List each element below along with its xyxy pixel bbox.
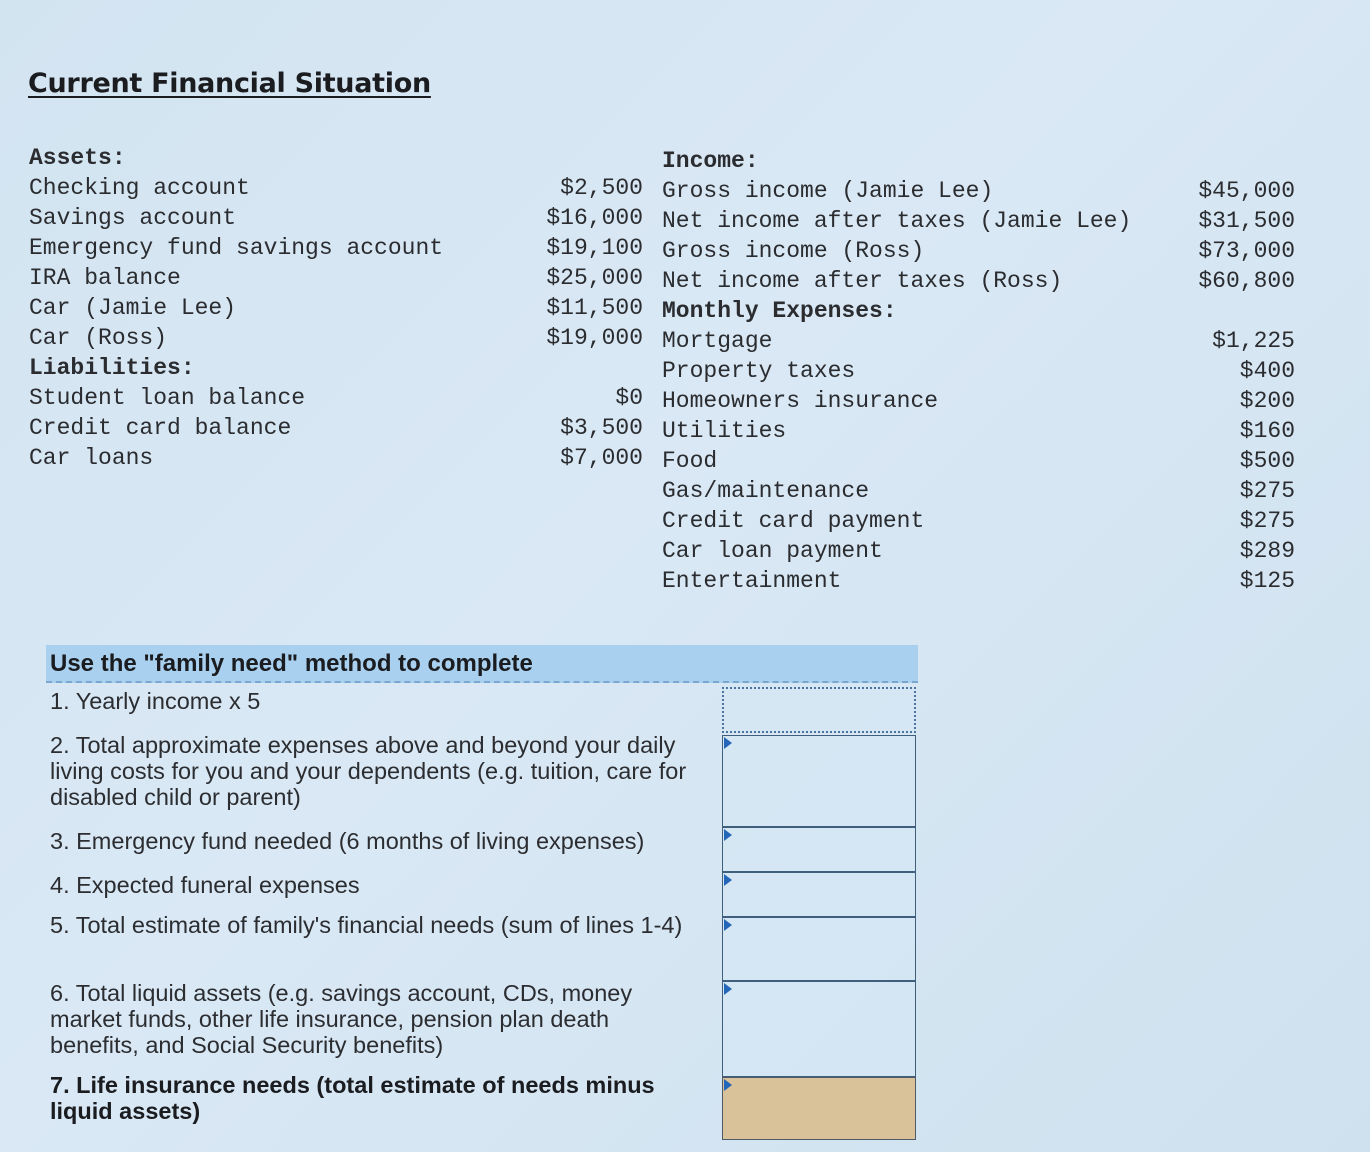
answer-5-input[interactable] xyxy=(722,917,916,981)
liability-value: $7,000 xyxy=(560,445,643,471)
assets-heading: Assets: xyxy=(29,145,126,171)
answer-6-input[interactable] xyxy=(722,981,916,1077)
page-title: Current Financial Situation xyxy=(28,68,431,99)
family-need-header: Use the "family need" method to complete xyxy=(46,645,918,683)
asset-label: Car (Ross) xyxy=(29,325,168,351)
question-6: 6. Total liquid assets (e.g. savings account, CDs, money market funds, other life insurance, pension plan death benefits, and Social Security benefits) xyxy=(50,980,633,1058)
expense-value: $1,225 xyxy=(1212,328,1295,354)
asset-label: IRA balance xyxy=(29,265,181,291)
expense-label: Property taxes xyxy=(662,358,856,384)
asset-value: $19,100 xyxy=(546,235,643,261)
asset-label: Emergency fund savings account xyxy=(29,235,444,261)
assets-liabilities-values xyxy=(500,173,643,473)
liability-label: Student loan balance xyxy=(29,385,306,411)
expense-value: $400 xyxy=(1239,358,1295,384)
cell-marker-icon xyxy=(724,983,732,995)
expense-value: $200 xyxy=(1239,388,1295,414)
expense-value: $289 xyxy=(1239,538,1295,564)
expense-label: Entertainment xyxy=(662,568,842,594)
income-label: Gross income (Ross) xyxy=(662,238,925,264)
asset-value: $25,000 xyxy=(546,265,643,291)
asset-label: Checking account xyxy=(29,175,250,201)
question-3: 3. Emergency fund needed (6 months of living expenses) xyxy=(50,828,645,854)
answer-2-input[interactable] xyxy=(722,735,916,827)
expense-label: Homeowners insurance xyxy=(662,388,939,414)
question-7: 7. Life insurance needs (total estimate of needs minus liquid assets) xyxy=(50,1072,655,1124)
asset-value: $19,000 xyxy=(546,325,643,351)
liability-value: $0 xyxy=(615,385,643,411)
cell-marker-icon xyxy=(724,829,732,841)
income-label: Net income after taxes (Jamie Lee) xyxy=(662,208,1132,234)
asset-value: $11,500 xyxy=(546,295,643,321)
expense-label: Credit card payment xyxy=(662,508,925,534)
asset-label: Car (Jamie Lee) xyxy=(29,295,237,321)
expense-value: $275 xyxy=(1239,478,1295,504)
liability-label: Credit card balance xyxy=(29,415,292,441)
question-2: 2. Total approximate expenses above and beyond your daily living costs for you and your dependents (e.g. tuition, care for disabled child or parent) xyxy=(50,732,687,810)
expense-label: Food xyxy=(662,448,718,474)
cell-marker-icon xyxy=(724,737,732,749)
expense-label: Gas/maintenance xyxy=(662,478,870,504)
question-5: 5. Total estimate of family's financial needs (sum of lines 1-4) xyxy=(50,912,683,938)
income-label: Net income after taxes (Ross) xyxy=(662,268,1063,294)
expense-label: Car loan payment xyxy=(662,538,883,564)
asset-label: Savings account xyxy=(29,205,237,231)
income-expenses-values xyxy=(1150,176,1295,596)
expense-value: $500 xyxy=(1239,448,1295,474)
expense-value: $275 xyxy=(1239,508,1295,534)
income-value: $73,000 xyxy=(1198,238,1295,264)
expense-label: Mortgage xyxy=(662,328,773,354)
cell-marker-icon xyxy=(724,1079,732,1091)
expense-value: $125 xyxy=(1239,568,1295,594)
asset-value: $2,500 xyxy=(560,175,643,201)
liability-label: Car loans xyxy=(29,445,154,471)
assets-liabilities-labels xyxy=(29,143,443,473)
answer-4-input[interactable] xyxy=(722,872,916,917)
answer-7-result[interactable] xyxy=(722,1077,916,1140)
liabilities-heading: Liabilities: xyxy=(29,355,195,381)
question-4: 4. Expected funeral expenses xyxy=(50,872,360,898)
answer-1-input[interactable] xyxy=(722,687,916,733)
asset-value: $16,000 xyxy=(546,205,643,231)
cell-marker-icon xyxy=(724,919,732,931)
income-heading: Income: xyxy=(662,148,759,174)
cell-marker-icon xyxy=(724,874,732,886)
question-1: 1. Yearly income x 5 xyxy=(50,688,261,714)
income-value: $60,800 xyxy=(1198,268,1295,294)
income-value: $31,500 xyxy=(1198,208,1295,234)
income-value: $45,000 xyxy=(1198,178,1295,204)
income-label: Gross income (Jamie Lee) xyxy=(662,178,994,204)
liability-value: $3,500 xyxy=(560,415,643,441)
answer-3-input[interactable] xyxy=(722,827,916,872)
expense-label: Utilities xyxy=(662,418,787,444)
expense-value: $160 xyxy=(1239,418,1295,444)
expenses-heading: Monthly Expenses: xyxy=(662,298,897,324)
income-expenses-labels xyxy=(662,146,1131,596)
